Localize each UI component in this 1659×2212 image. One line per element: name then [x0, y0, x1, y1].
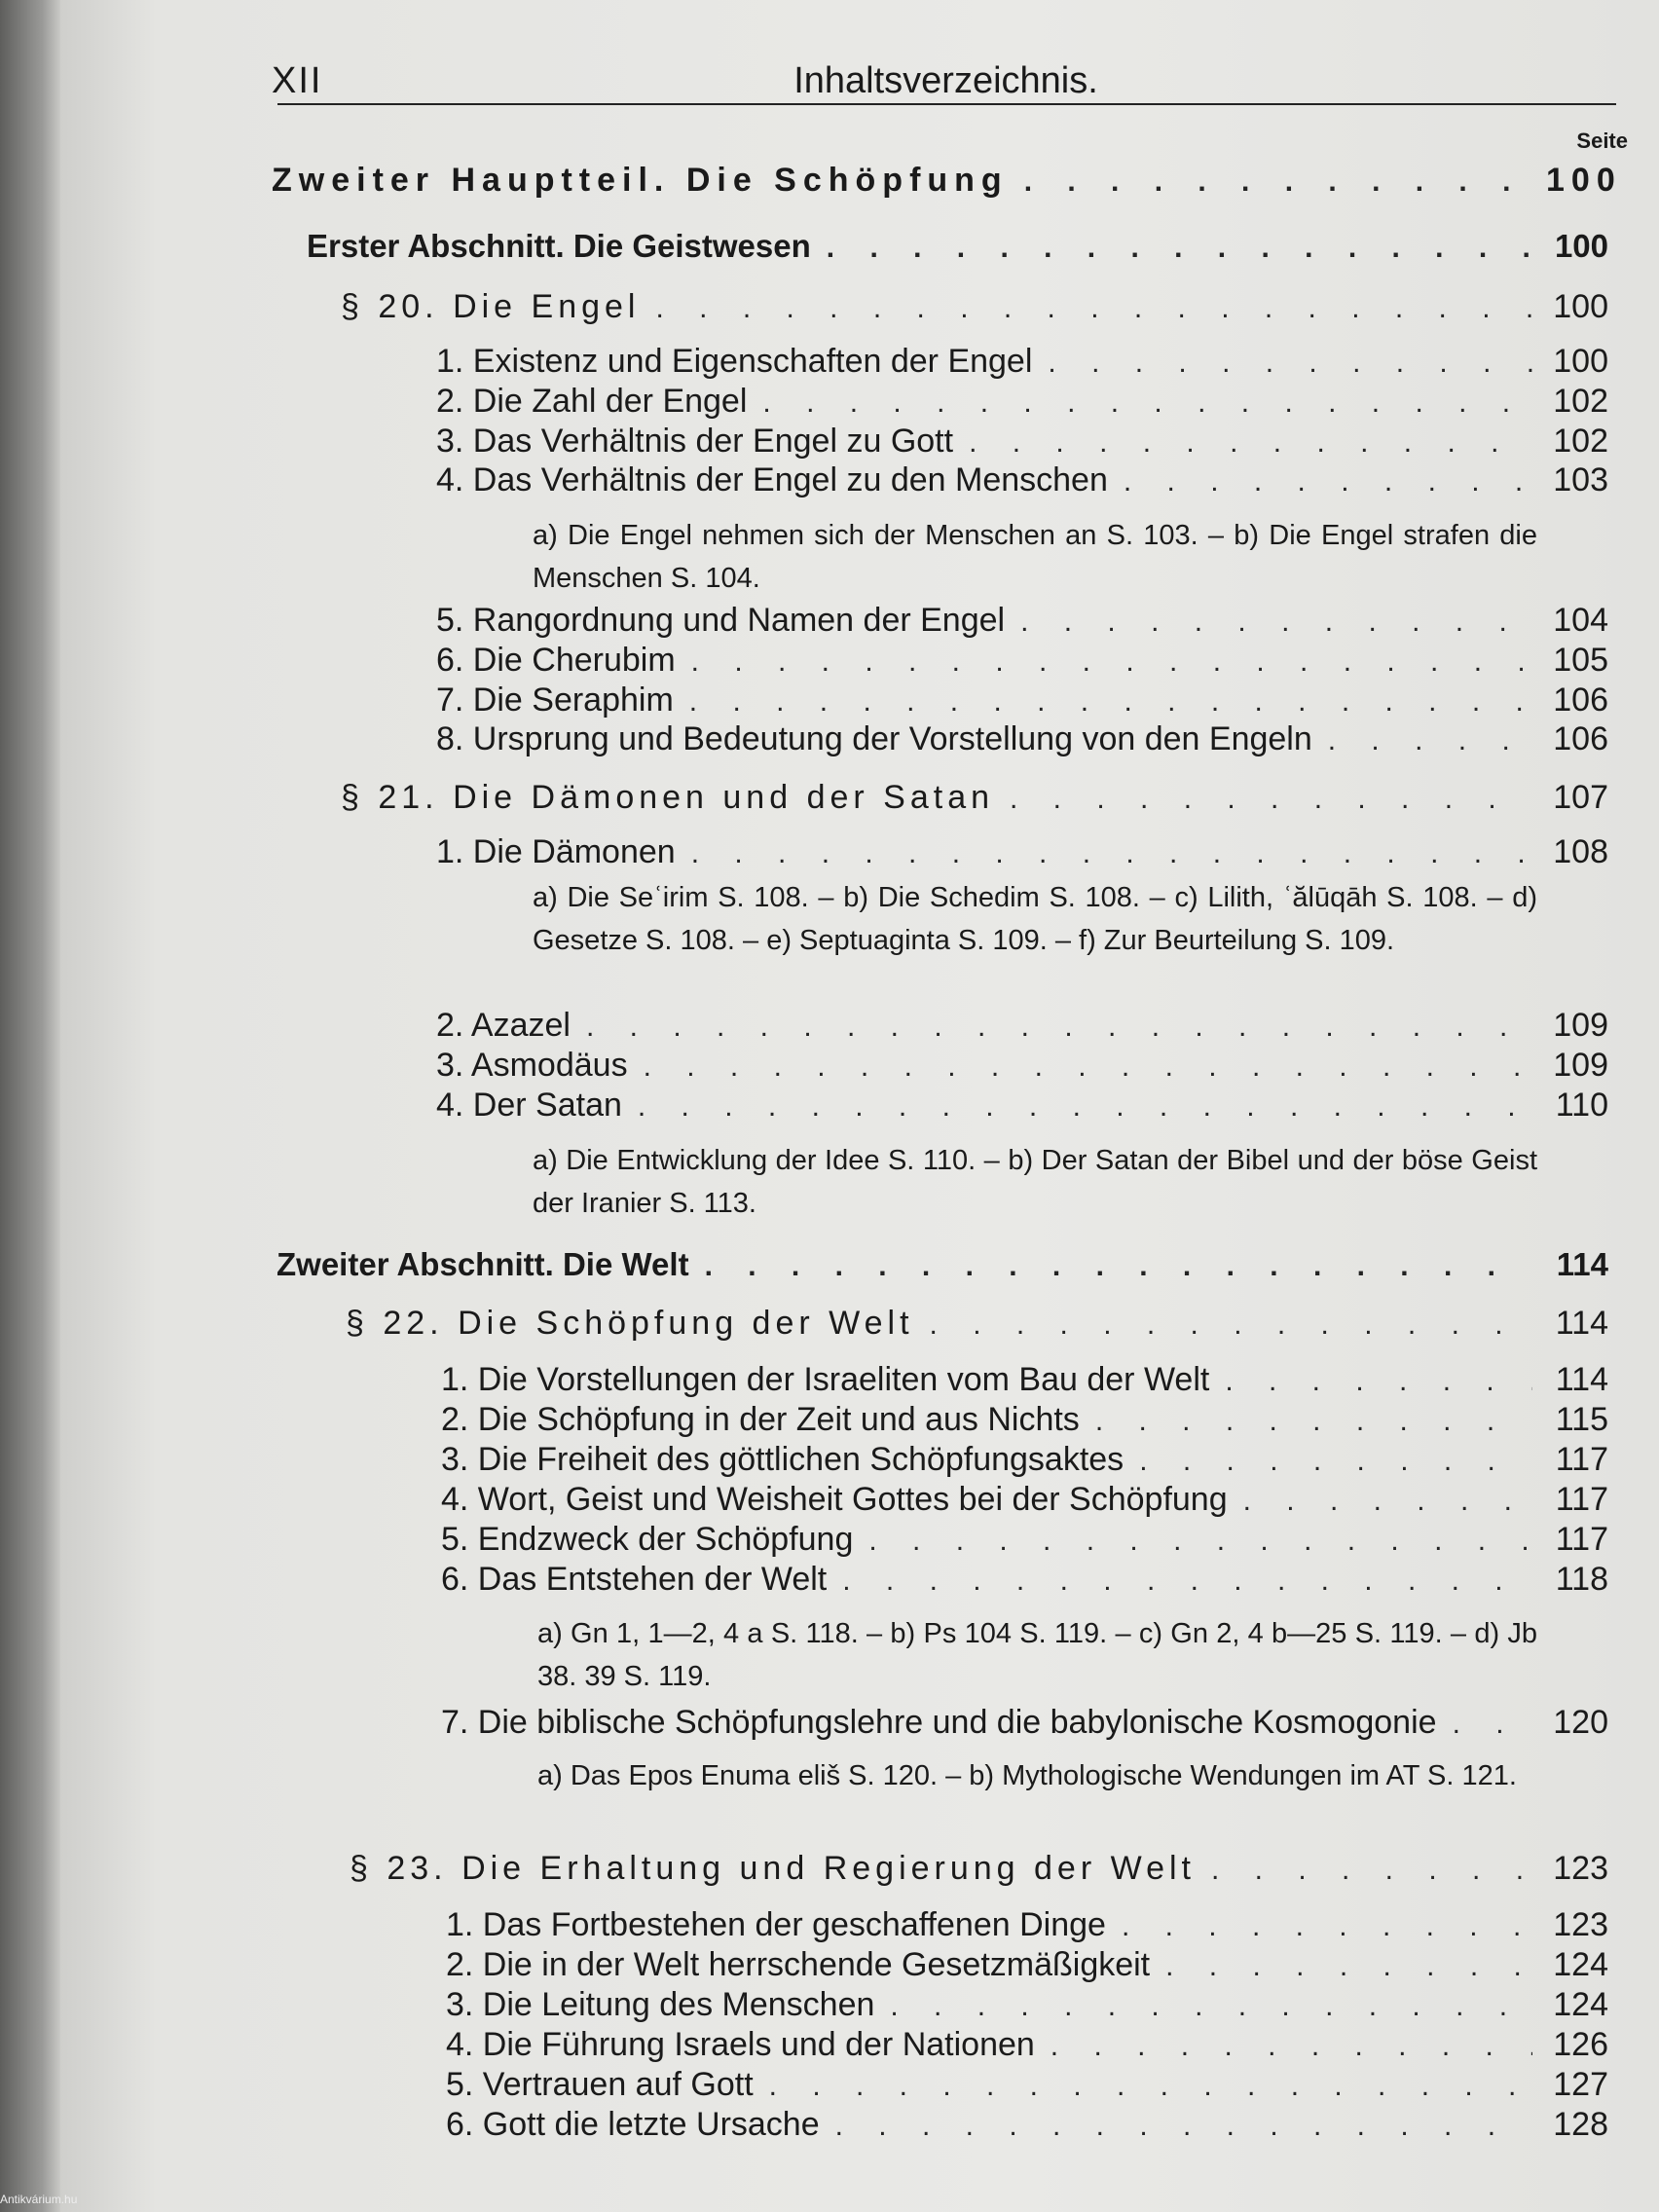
toc-entry: 6. Die Cherubim . . . 105 — [436, 642, 1608, 684]
toc-entry: 2. Die in der Welt herrschende Gesetzmäßigkeit . . . 124 — [446, 1946, 1608, 1989]
toc-entry: 1. Das Fortbestehen der geschaffenen Dinge . . . 123 — [446, 1906, 1608, 1949]
toc-entry: 4. Die Führung Israels und der Nationen . . . 126 — [446, 2026, 1608, 2069]
page-number: XII — [272, 60, 323, 101]
toc-entry: 2. Die Schöpfung in der Zeit und aus Nichts . . . 115 — [441, 1401, 1608, 1444]
book-gutter — [0, 0, 60, 2212]
toc-entry: 1. Die Vorstellungen der Israeliten vom Bau der Welt . . . 114 — [441, 1361, 1608, 1404]
toc-subnote: a) Das Epos Enuma eliš S. 120. – b) Mythologische Wendungen im AT S. 121. — [537, 1760, 1517, 1791]
toc-paragraph-heading: § 20. Die Engel . . . 100 — [341, 288, 1608, 331]
toc-entry: 4. Das Verhältnis der Engel zu den Menschen . . . 103 — [436, 461, 1608, 504]
seite-label: Seite — [1576, 129, 1628, 153]
toc-entry: 5. Vertrauen auf Gott . . . 127 — [446, 2066, 1608, 2109]
toc-entry: 5. Rangordnung und Namen der Engel . . . 104 — [436, 602, 1608, 645]
toc-paragraph-heading: § 22. Die Schöpfung der Welt . . . 114 — [346, 1305, 1608, 1347]
toc-entry: 6. Das Entstehen der Welt . . . 118 — [441, 1561, 1608, 1604]
toc-entry: 6. Gott die letzte Ursache . . . 128 — [446, 2106, 1608, 2149]
header-rule — [277, 103, 1616, 105]
running-header — [272, 60, 1620, 109]
toc-entry: 1. Die Dämonen . . . 108 — [436, 833, 1608, 876]
toc-subnote: a) Die Seʿirim S. 108. – b) Die Schedim S. 108. – c) Lilith, ʿălūqāh S. 108. – d) Gesetze S. 108. – e) Septuaginta S. 109. – f) Zur Beurteilung S. 109. — [533, 882, 1537, 956]
toc-entry: 2. Die Zahl der Engel . . . 102 — [436, 383, 1608, 425]
toc-entry: 3. Asmodäus . . . 109 — [436, 1047, 1608, 1089]
toc-entry: 3. Die Leitung des Menschen . . . 124 — [446, 1986, 1608, 2029]
toc-subnote: a) Die Entwicklung der Idee S. 110. – b) Der Satan der Bibel und der böse Geist der Iranier S. 113. — [533, 1145, 1537, 1219]
toc-section-heading: Erster Abschnitt. Die Geistwesen . . . 100 — [307, 228, 1608, 271]
toc-part-heading: Zweiter Hauptteil. Die Schöpfung . . . 100 — [272, 162, 1608, 204]
toc-entry: 3. Das Verhältnis der Engel zu Gott . . . 102 — [436, 423, 1608, 465]
toc-paragraph-heading: § 21. Die Dämonen und der Satan . . . 107 — [341, 779, 1608, 822]
book-page — [60, 0, 1659, 2212]
toc-entry: 3. Die Freiheit des göttlichen Schöpfungsaktes . . . 117 — [441, 1441, 1608, 1484]
toc-entry: 7. Die biblische Schöpfungslehre und die babylonische Kosmogonie . . . 120 — [441, 1704, 1608, 1747]
toc-entry: 1. Existenz und Eigenschaften der Engel . . . 100 — [436, 343, 1608, 386]
toc-subnote: a) Die Engel nehmen sich der Menschen an S. 103. – b) Die Engel strafen die Menschen S. 104. — [533, 520, 1537, 594]
watermark: Antikvárium.hu — [0, 2193, 78, 2206]
toc-entry: 8. Ursprung und Bedeutung der Vorstellung von den Engeln . . . 106 — [436, 720, 1608, 763]
toc-entry: 4. Wort, Geist und Weisheit Gottes bei der Schöpfung . . . 117 — [441, 1481, 1608, 1524]
toc-entry: 2. Azazel . . . 109 — [436, 1007, 1608, 1050]
toc-section-heading: Zweiter Abschnitt. Die Welt . . . 114 — [276, 1246, 1608, 1289]
running-title: Inhaltsverzeichnis. — [793, 60, 1098, 101]
toc-subnote: a) Gn 1, 1—2, 4 a S. 118. – b) Ps 104 S. 119. – c) Gn 2, 4 b—25 S. 119. – d) Jb 38. 39 S. 119. — [537, 1618, 1537, 1692]
toc-paragraph-heading: § 23. Die Erhaltung und Regierung der Welt . . . 123 — [350, 1850, 1608, 1893]
toc-entry: 5. Endzweck der Schöpfung . . . 117 — [441, 1521, 1608, 1564]
toc-entry: 4. Der Satan . . . 110 — [436, 1087, 1608, 1129]
toc-entry: 7. Die Seraphim . . . 106 — [436, 682, 1608, 724]
